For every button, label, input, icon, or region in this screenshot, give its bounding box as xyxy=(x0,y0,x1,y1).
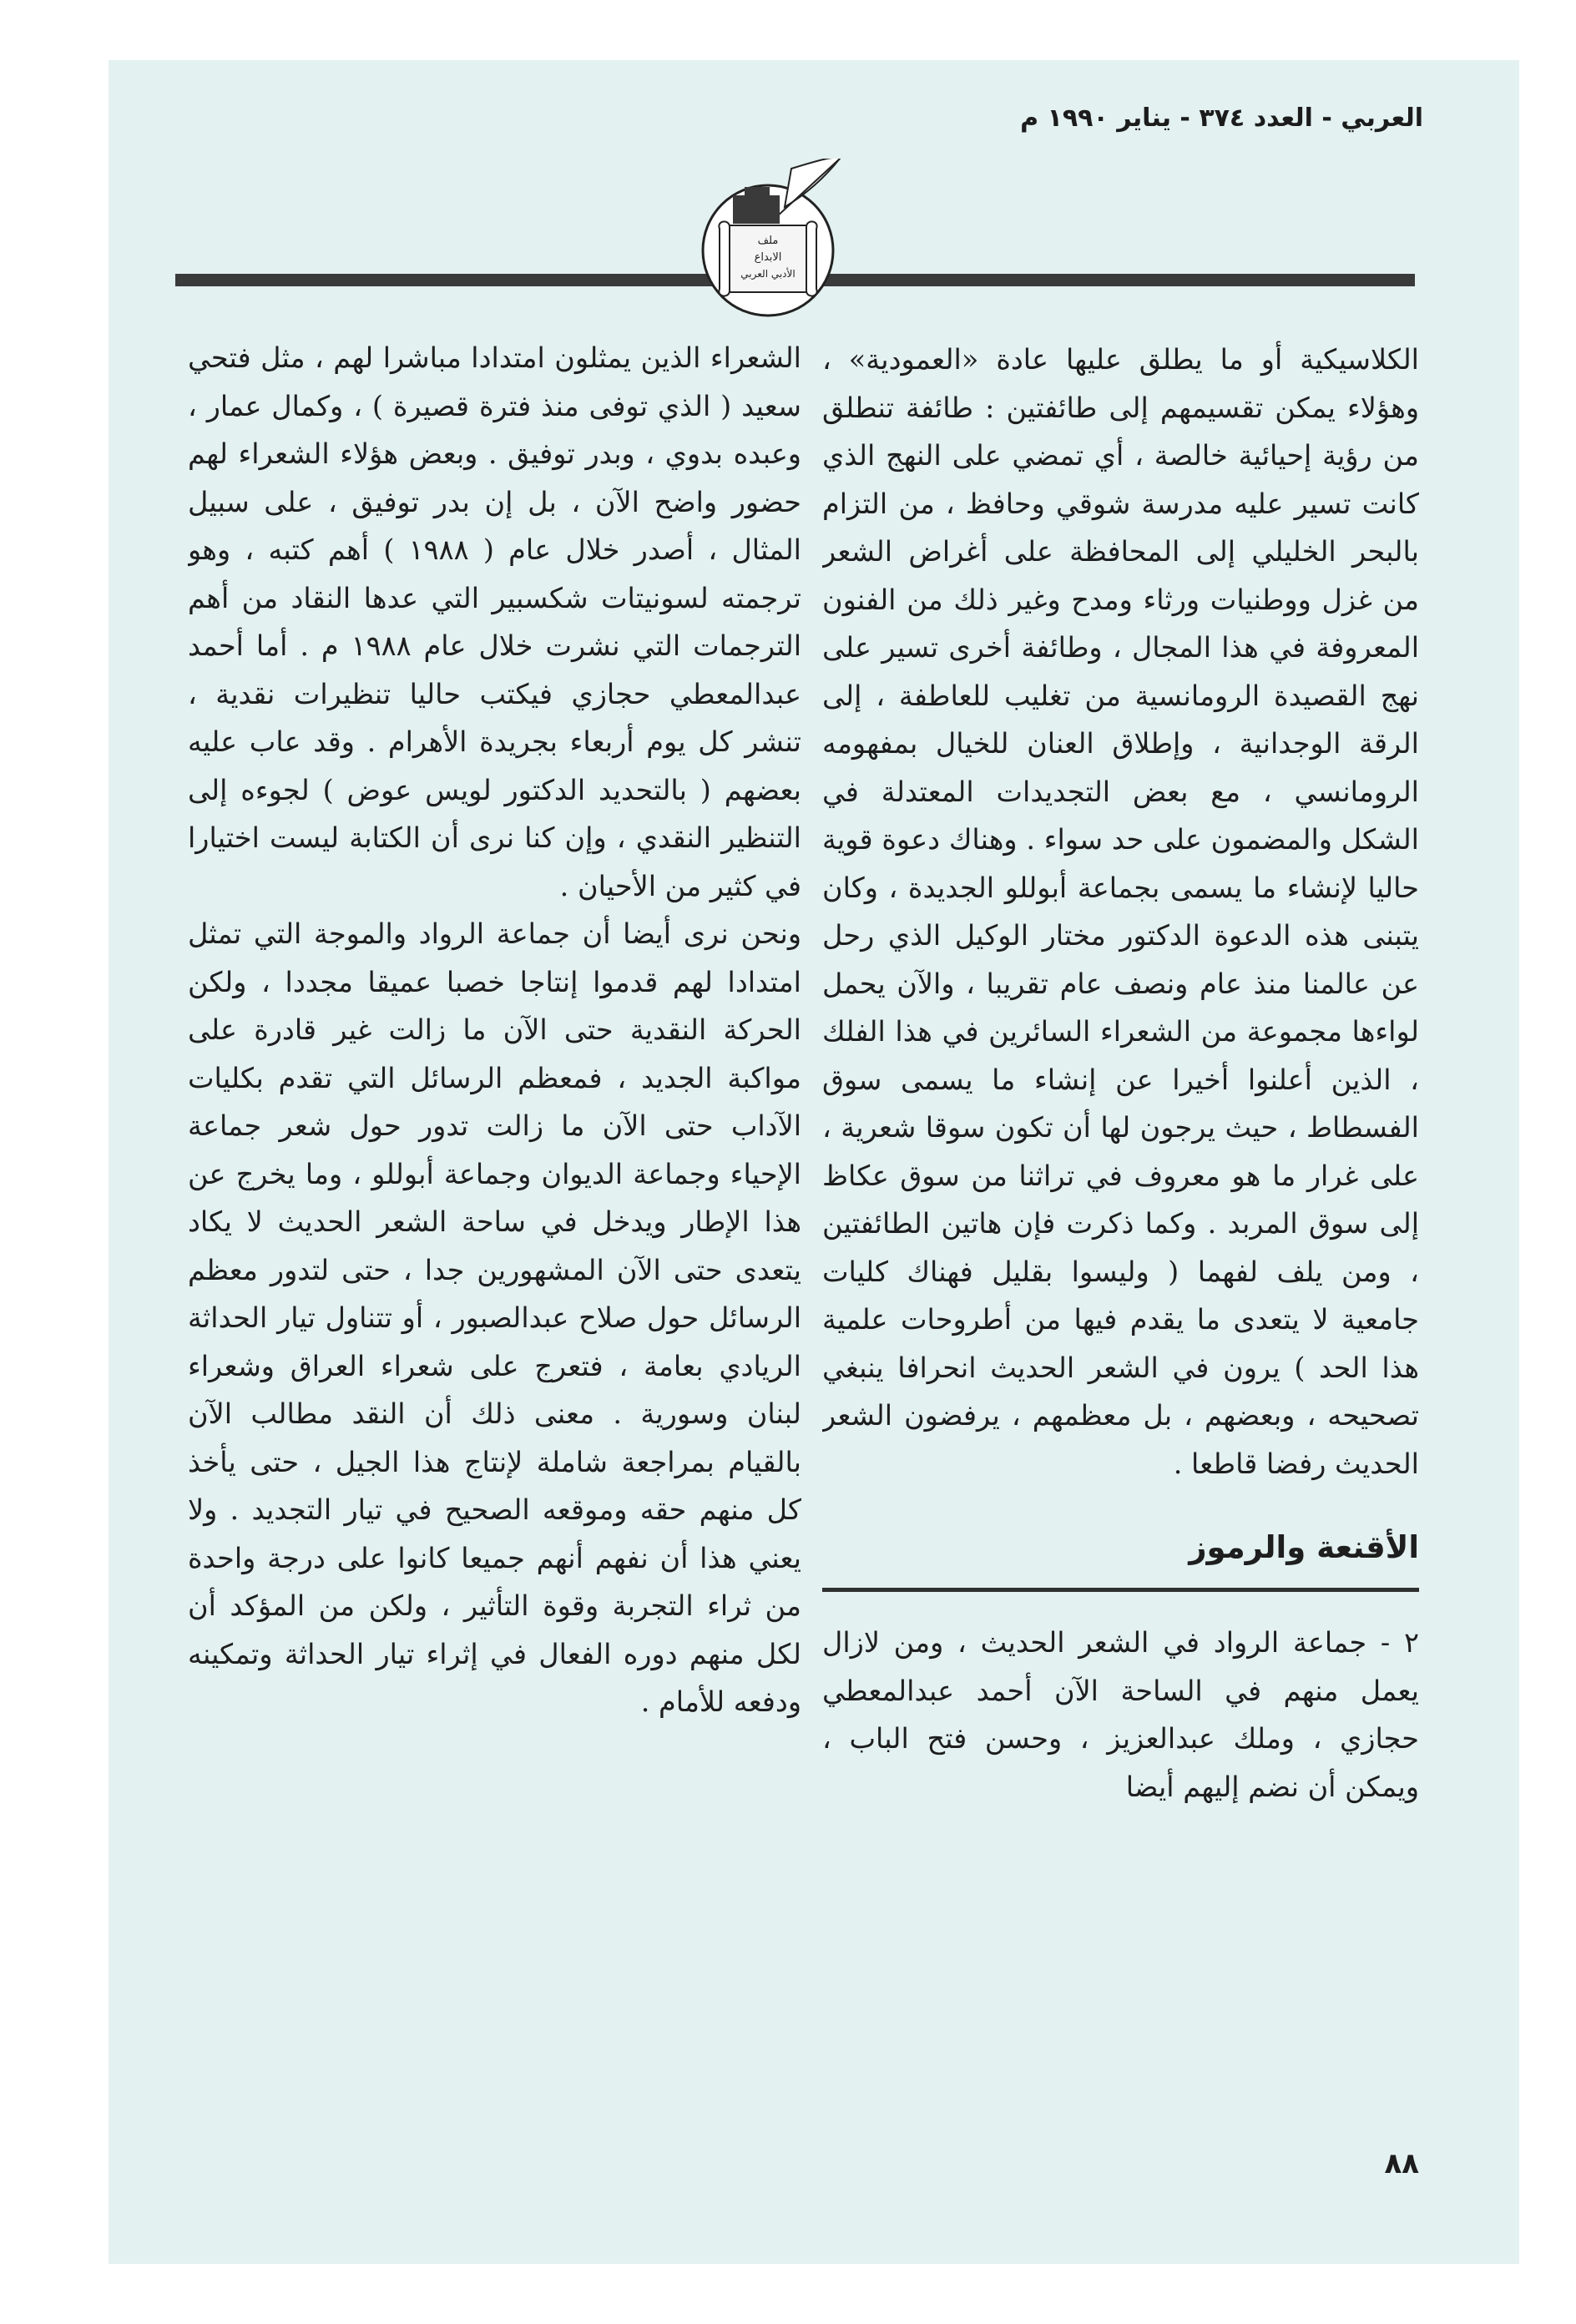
magazine-page xyxy=(109,60,1519,2264)
page-number: ٨٨ xyxy=(1384,2147,1419,2180)
left-column-paragraph-2: ونحن نرى أيضا أن جماعة الرواد والموجة التي تمثل امتدادا لهم قدموا إنتاجا خصبا عميقا مجددا ، ولكن الحركة النقدية حتى الآن ما زالت غير قادرة على مواكبة الجديد ، فمعظم الرسائل التي تقدم بكليات الآداب حتى الآن ما زالت تدور حول شعر جماعة الإحياء وجماعة الديوان وجماعة أبوللو ، وما يخرج عن هذا الإطار ويدخل في ساحة الشعر الحديث لا يكاد يتعدى حتى الآن المشهورين جدا ، حتى لتدور معظم الرسائل حول صلاح عبدالصبور ، أو تتناول تيار الحداثة الريادي بعامة ، فتعرج على شعراء العراق وشعراء لبنان وسورية . معنى ذلك أن النقد مطالب الآن بالقيام بمراجعة شاملة لإنتاج هذا الجيل ، حتى يأخذ كل منهم حقه وموقعه الصحيح في تيار التجديد . ولا يعني هذا أن نفهم أنهم جميعا كانوا على درجة واحدة من ثراء التجربة وقوة التأثير ، ولكن من المؤكد أن لكل منهم دوره الفعال في إثراء تيار الحداثة وتمكينه ودفعه للأمام . xyxy=(188,917,801,1718)
quill-inkwell-emblem-icon xyxy=(693,159,843,326)
left-column xyxy=(188,334,801,2154)
running-head: العربي - العدد ٣٧٤ - يناير ١٩٩٠ م xyxy=(1020,104,1423,133)
emblem-text-line1: ملف xyxy=(757,235,779,247)
emblem-text-line2: الابداع xyxy=(754,251,782,264)
subheading-rule xyxy=(822,1588,1419,1592)
right-column-paragraph-1: الكلاسيكية أو ما يطلق عليها عادة «العمودية» ، وهؤلاء يمكن تقسيمهم إلى طائفتين : طائفة تنطلق من رؤية إحيائية خالصة ، أي تمضي على النهج الذي كانت تسير عليه مدرسة شوقي وحافظ ، من التزام بالبحر الخليلي إلى المحافظة على أغراض الشعر من غزل ووطنيات ورثاء ومدح وغير ذلك من الفنون المعروفة في هذا المجال ، وطائفة أخرى تسير على نهج القصيدة الرومانسية من تغليب للعاطفة ، إلى الرقة الوجدانية ، وإطلاق العنان للخيال بمفهومه الرومانسي ، مع بعض التجديدات المعتدلة في الشكل والمضمون على حد سواء . وهناك دعوة قوية حاليا لإنشاء ما يسمى بجماعة أبوللو الجديدة ، وكان يتبنى هذه الدعوة الدكتور مختار الوكيل الذي رحل عن عالمنا منذ عام ونصف عام تقريبا ، والآن يحمل لواءها مجموعة من الشعراء السائرين في هذا الفلك ، الذين أعلنوا أخيرا عن إنشاء ما يسمى سوق الفسطاط ، حيث يرجون لها أن تكون سوقا شعرية ، على غرار ما هو معروف في تراثنا من سوق عكاظ إلى سوق المربد . وكما ذكرت فإن هاتين الطائفتين ، ومن يلف لفهما ( وليسوا بقليل فهناك كليات جامعية لا يتعدى ما يقدم فيها من أطروحات علمية هذا الحد ) يرون في الشعر الحديث انحرافا ينبغي تصحيحه ، وبعضهم ، بل معظمهم ، يرفضون الشعر الحديث رفضا قاطعا . xyxy=(822,343,1419,1480)
left-column-paragraph-1: الشعراء الذين يمثلون امتدادا مباشرا لهم ، مثل فتحي سعيد ( الذي توفى منذ فترة قصيرة ) ، وكمال عمار ، وعبده بدوي ، وبدر توفيق . وبعض هؤلاء الشعراء لهم حضور واضح الآن ، بل إن بدر توفيق ، على سبيل المثال ، أصدر خلال عام ( ١٩٨٨ ) أهم كتبه ، وهو ترجمته لسونيتات شكسبير التي عدها النقاد من أهم الترجمات التي نشرت خلال عام ١٩٨٨ م . أما أحمد عبدالمعطي حجازي فيكتب حاليا تنظيرات نقدية ، تنشر كل يوم أربعاء بجريدة الأهرام . وقد عاب عليه بعضهم ( بالتحديد الدكتور لويس عوض ) لجوءه إلى التنظير النقدي ، وإن كنا نرى أن الكتابة ليست اختيارا في كثير من الأحيان . xyxy=(188,341,801,902)
right-column xyxy=(822,336,1419,2155)
emblem-text-line3: الأدبي العربي xyxy=(740,268,796,280)
section-subheading: الأقنعة والرموز xyxy=(1189,1529,1419,1565)
right-column-paragraph-2: ٢ - جماعة الرواد في الشعر الحديث ، ومن لازال يعمل منهم في الساحة الآن أحمد عبدالمعطي حجازي ، وملك عبدالعزيز ، وحسن فتح الباب ، ويمكن أن نضم إليهم أيضا xyxy=(822,1626,1419,1803)
